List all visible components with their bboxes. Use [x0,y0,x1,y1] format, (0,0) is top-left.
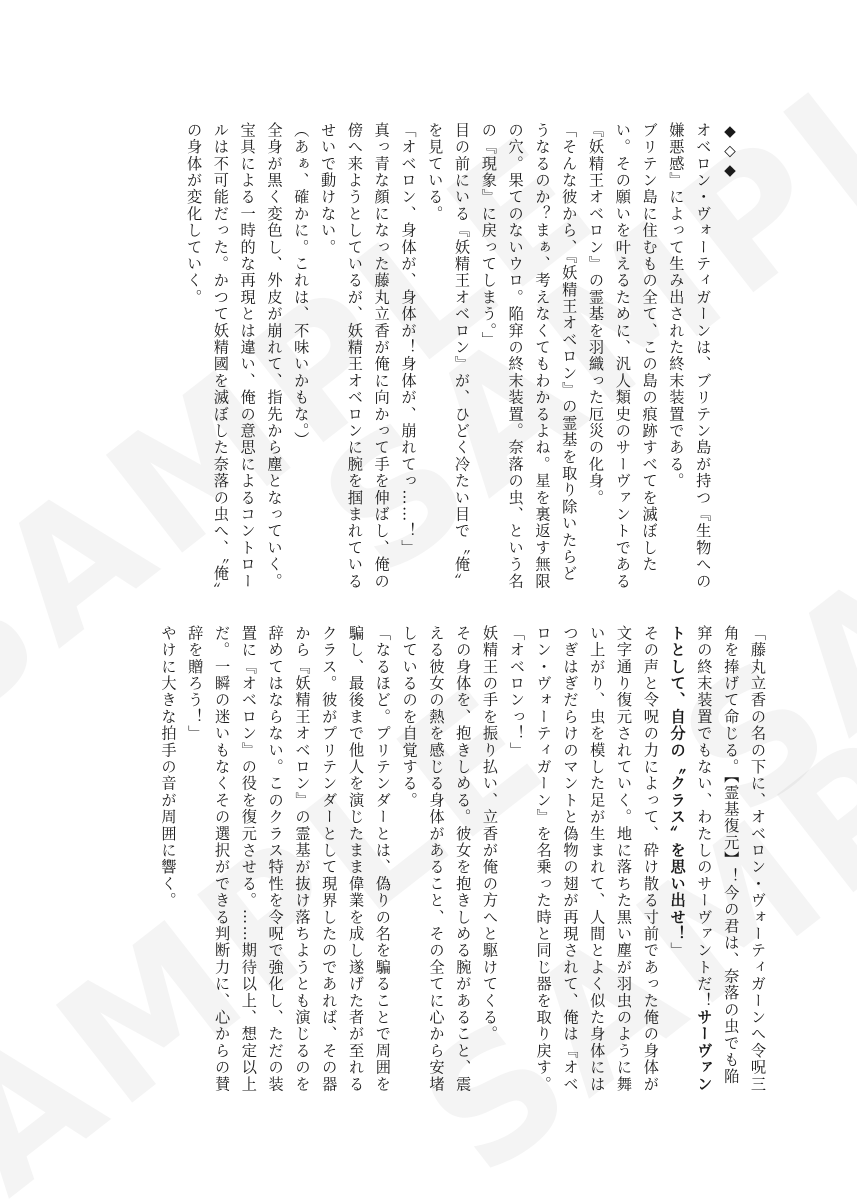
paragraph: 真っ青な顔になった藤丸立香が俺に向かって手を伸ばし、俺の傍へ来ようとしているが、妖精王オベロンに腕を掴まれているせいで動けない。 [319,122,391,590]
paragraph: 「なるほど。プリテンダーとは、偽りの名を騙ることで周囲を騙し、最後まで他人を演じたまま偉業を成し遂げた者が至れるクラス。彼がプリテンダーとして現界したのであれば、その器から『妖精王オベロン』の霊基が抜け落ちようとも演じるのを辞めてはならない。このクラス特性を令呪で強化し、ただの装置に『オベロン』の役を復元させる。……期待以上、想定以上だ。一瞬の迷いもなくその選択ができる判断力に、心からの賛辞を贈ろう！」 [186,625,392,1093]
paragraph: （あぁ、確かに。これは、不味いかもな。） [292,122,311,449]
paragraph: 「そんな彼から、『妖精王オベロン』の霊基を取り除いたらどうなるのか？まぁ、考えなくてもわかるよね。星を裏返す無限の穴。果てのないウロ。陥穽の終末装置。奈落の虫、という名の『現象』に戻ってしまう。」 [479,122,579,590]
bottom-text-block [131,625,771,1095]
paragraph: その声と令呪の力によって、砕け散る寸前であった俺の身体が文字通り復元されていく。地に落ちた黒い塵が羽虫のように舞い上がり、虫を模した足が生まれて、人間とよく似た身体にはつぎはぎだらけのマントと偽物の翅が再現されて、俺は『オベロン・ヴォーティガーン』を名乗った時と同じ器を取り戻す。 [534,625,660,1093]
command-bold-text: サーヴァントとして、自分の〝クラス〟を思い出せ！ [668,625,714,1093]
paragraph: 全身が黒く変色し、外皮が崩れて、指先から塵となっていく。 [265,122,284,590]
paragraph: オベロン・ヴォーティガーンは、ブリテン島が持つ『生物への嫌悪感』によって生み出された終末装置である。 [667,122,713,590]
paragraph-command [664,625,771,1095]
paragraph: 「オベロン、身体が、身体が！身体が、崩れてっ……！」 [399,122,418,557]
paragraph: やけに大きな拍手の音が周囲に響く。 [159,625,178,909]
paragraph: 目の前にいる『妖精王オベロン』が、ひどく冷たい目で〝俺〟を見ている。 [426,122,472,590]
paragraph: 宝具による一時的な再現とは違い、俺の意思によるコントロールは不可能だった。かつて妖精國を滅ぼした奈落の虫へ、〝俺〟の身体が変化していく。 [185,122,257,592]
paragraph: 妖精王の手を振り払い、立香が俺の方へと駆けてくる。 [481,625,500,1043]
top-text-block [143,122,743,594]
command-end: 」 [668,942,687,960]
section-divider: ◆◇◆ [721,122,739,181]
paragraph: 「オベロンっ！」 [507,625,526,759]
paragraph: ブリテン島に住むもの全て、この島の痕跡すべてを滅ぼしたい。その願いを叶えるために、汎人類史のサーヴァントである『妖精王オベロン』の霊基を羽織った厄災の化身。 [587,122,659,590]
paragraph: その身体を、抱きしめる。彼女を抱きしめる腕があること、震える彼女の熱を感じる身体があること、その全てに心から安堵しているのを自覚する。 [400,625,473,1093]
command-text: 「藤丸立香の名の下に、オベロン・ヴォーティガーンへ令呪三角を捧げて命じる。【霊基復元】！今の君は、奈落の虫でも陥穽の終末装置でもない、わたしのサーヴァントだ！ [695,625,767,1093]
